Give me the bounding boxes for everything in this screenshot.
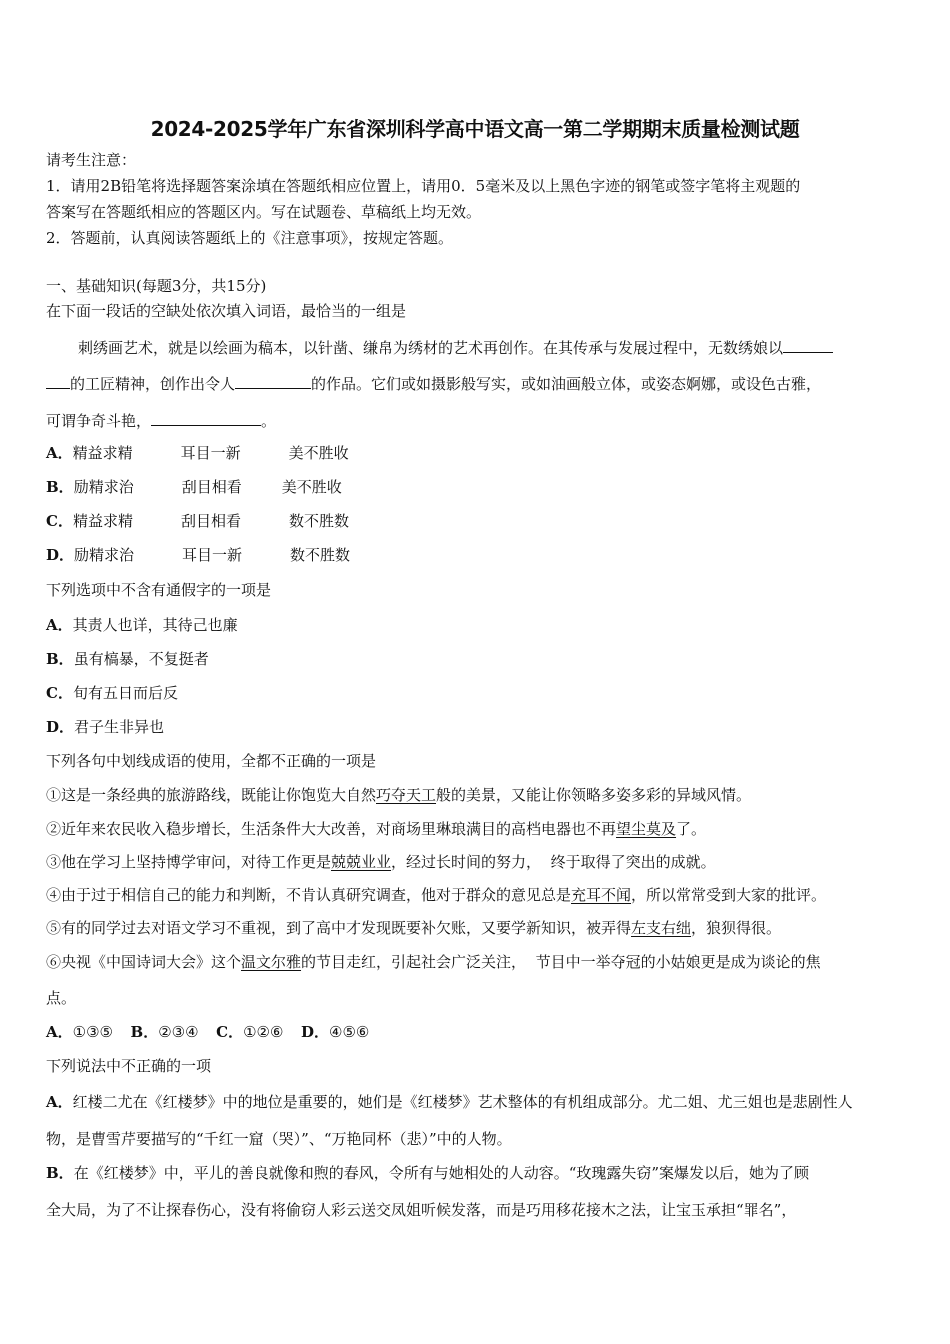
question-1-stem: 在下面一段话的空缺处依次填入词语，最恰当的一组是 [46, 302, 407, 320]
question-3-sentence-5: ⑤有的同学过去对语文学习不重视，到了高中才发现既要补欠账，又要学新知识，被弄得左支右绌，狼狈得很。 [46, 919, 782, 937]
question-3-sentence-4: ④由于过于相信自己的能力和判断，不肯认真研究调查，他对于群众的意见总是充耳不闻，所以常常受到大家的批评。 [46, 886, 827, 904]
question-3-answers [46, 1022, 369, 1042]
question-3-sentence-3: ③他在学习上坚持博学审问，对待工作更是兢兢业业，经过长时间的努力， 终于取得了突出的成就。 [46, 853, 716, 871]
question-4-option-a-cont: 物，是曹雪芹要描写的“千红一窟（哭）”、“万艳同杯（悲）”中的人物。 [46, 1130, 512, 1148]
passage-text: 可谓争奇斗艳， [46, 412, 152, 430]
question-3-option-d[interactable]: D．④⑤⑥ [301, 1023, 370, 1041]
question-4-option-b[interactable]: B．在《红楼梦》中，平儿的善良就像和煦的春风，令所有与她相处的人动容。“玫瑰露失窃”案爆发以后，她为了顾 [46, 1164, 810, 1182]
question-1-passage-line-3 [46, 409, 276, 431]
question-3-sentence-2: ②近年来农民收入稳步增长，生活条件大大改善，对商场里琳琅满目的高档电器也不再望尘莫及了。 [46, 820, 707, 838]
question-1-option-c[interactable]: C．精益求精 刮目相看 数不胜数 [46, 512, 349, 530]
question-3-option-a[interactable]: A．①③⑤ [46, 1023, 113, 1041]
underlined-idiom: 兢兢业业 [331, 853, 392, 871]
question-3-sentence-6-cont: 点。 [46, 989, 77, 1007]
underlined-idiom: 充耳不闻 [571, 886, 632, 904]
question-2-option-a[interactable]: A．其责人也详，其待己也廉 [46, 616, 238, 634]
question-2-option-b[interactable]: B．虽有槁暴，不复挺者 [46, 650, 209, 668]
passage-text: 。 [261, 412, 277, 430]
question-3-sentence-6: ⑥央视《中国诗词大会》这个温文尔雅的节目走红，引起社会广泛关注， 节目中一举夺冠的小姑娘更是成为谈论的焦 [46, 953, 821, 971]
fill-blank-2[interactable] [235, 372, 311, 389]
page-title: 2024-2025学年广东省深圳科学高中语文高一第二学期期末质量检测试题 [150, 117, 800, 141]
question-2-option-c[interactable]: C．旬有五日而后反 [46, 684, 178, 702]
underlined-idiom: 左支右绌 [631, 919, 692, 937]
fill-blank-1-cont[interactable] [46, 372, 70, 389]
question-1-option-d[interactable]: D．励精求治 耳目一新 数不胜数 [46, 546, 351, 564]
question-2-option-d[interactable]: D．君子生非异也 [46, 718, 165, 736]
notice-heading: 请考生注意： [46, 151, 137, 169]
underlined-idiom: 温文尔雅 [241, 953, 302, 971]
fill-blank-3[interactable] [151, 409, 261, 426]
underlined-idiom: 巧夺天工 [376, 786, 437, 804]
fill-blank-1[interactable] [783, 336, 833, 353]
question-3-option-c[interactable]: C．①②⑥ [216, 1023, 284, 1041]
question-4-stem: 下列说法中不正确的一项 [46, 1057, 212, 1075]
question-1-passage-line-1 [46, 336, 833, 358]
question-4-option-b-cont: 全大局，为了不让探春伤心，没有将偷窃人彩云送交凤姐听候发落，而是巧用移花接木之法，让宝玉承担“罪名”， [46, 1201, 797, 1219]
notice-item-2: 2．答题前，认真阅读答题纸上的《注意事项》，按规定答题。 [46, 229, 454, 247]
question-4-option-a[interactable]: A．红楼二尤在《红楼梦》中的地位是重要的，她们是《红楼梦》艺术整体的有机组成部分。尤二姐、尤三姐也是悲剧性人 [46, 1093, 853, 1111]
question-3-stem: 下列各句中划线成语的使用，全都不正确的一项是 [46, 752, 377, 770]
notice-item-1-cont: 答案写在答题纸相应的答题区内。写在试题卷、草稿纸上均无效。 [46, 203, 482, 221]
underlined-idiom: 望尘莫及 [616, 820, 677, 838]
passage-text: 刺绣画艺术，就是以绘画为稿本，以针凿、缣帛为绣材的艺术再创作。在其传承与发展过程中，无数绣娘以 [78, 339, 784, 357]
question-3-option-b[interactable]: B．②③④ [130, 1023, 199, 1041]
passage-text: 的工匠精神，创作出令人 [70, 375, 236, 393]
question-1-option-b[interactable]: B．励精求治 刮目相看 美不胜收 [46, 478, 342, 496]
question-3-sentence-1: ①这是一条经典的旅游路线，既能让你饱览大自然巧夺天工般的美景，又能让你领略多姿多彩的异域风情。 [46, 786, 752, 804]
section-heading: 一、基础知识(每题3分，共15分) [46, 277, 267, 295]
notice-item-1: 1．请用2B铅笔将选择题答案涂填在答题纸相应位置上，请用0．5毫米及以上黑色字迹的钢笔或签字笔将主观题的 [46, 177, 801, 195]
question-2-stem: 下列选项中不含有通假字的一项是 [46, 581, 272, 599]
question-1-passage-line-2 [46, 372, 821, 394]
passage-text: 的作品。它们或如摄影般写实，或如油画般立体，或姿态婀娜，或设色古雅， [311, 375, 822, 393]
question-1-option-a[interactable]: A．精益求精 耳目一新 美不胜收 [46, 444, 349, 462]
